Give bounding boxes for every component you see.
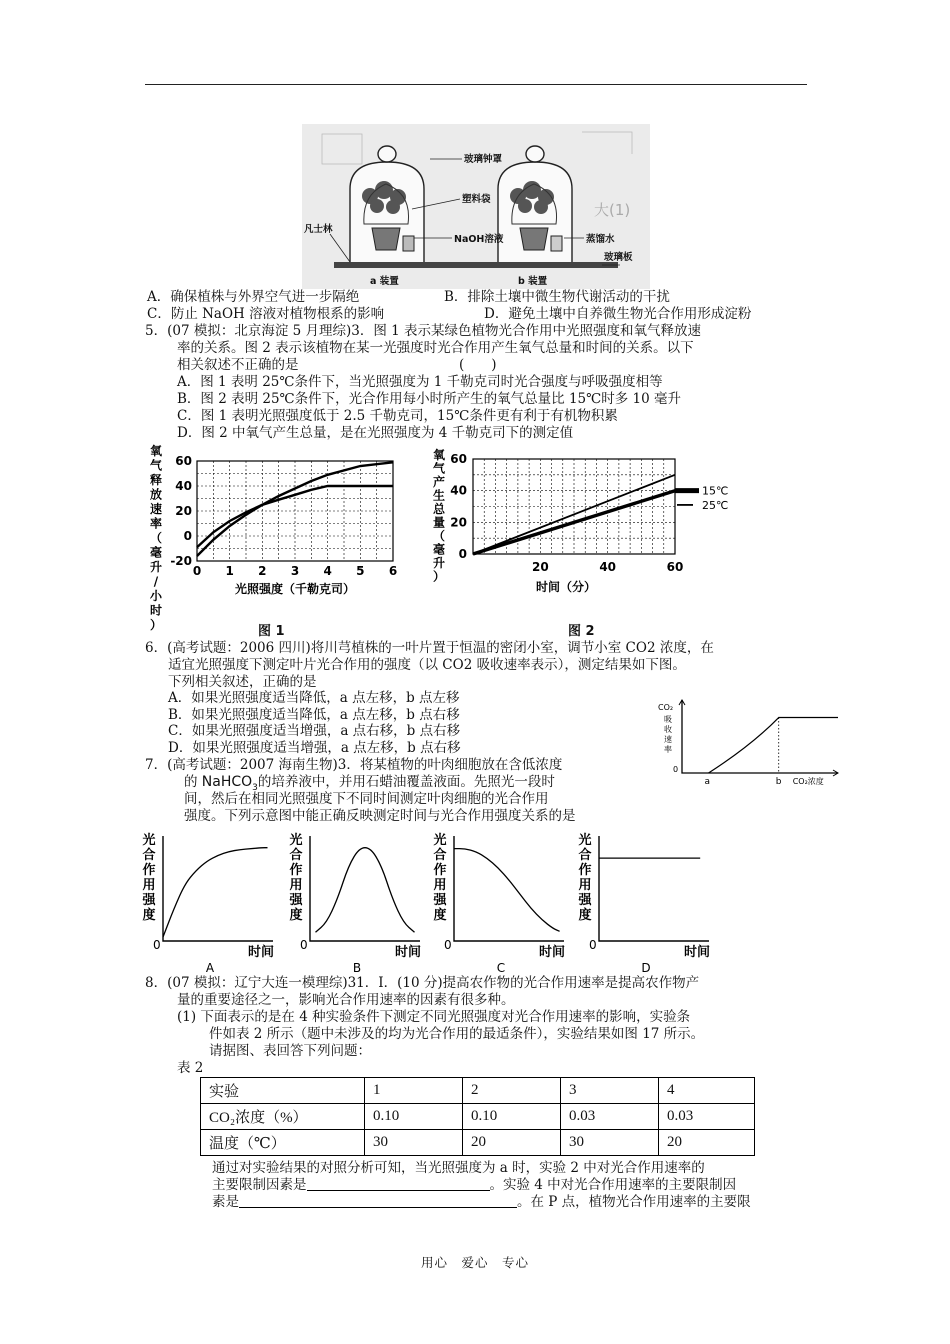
row-label: 温度（℃） <box>201 1130 365 1156</box>
q6-stem-line3: 下列相关叙述，正确的是 <box>168 674 317 690</box>
x-axis-label: 时间（分） <box>535 580 597 594</box>
label-device-a: a 装置 <box>370 276 399 287</box>
y-axis-label: 气 <box>432 461 446 476</box>
curve <box>316 848 415 933</box>
q6-option-a: A．如果光照强度适当降低，a 点左移，b 点左移 <box>168 690 460 706</box>
nahco3-sub: 3 <box>252 782 258 793</box>
table-cell: 1 <box>365 1078 463 1104</box>
curve <box>454 849 560 932</box>
q6-stem-line1: 6．(高考试题：2006 四川)将川芎植株的一叶片置于恒温的密闭小室，调节小室 CO2 浓度，在 <box>145 640 714 656</box>
nahco3-formula <box>201 774 258 793</box>
y-axis-label: 生 <box>432 488 446 503</box>
y-axis-label: 升 <box>149 560 163 574</box>
y-tick-label: 60 <box>450 452 467 466</box>
axes <box>599 836 709 941</box>
y-axis-label: 作 <box>433 863 447 878</box>
legend-label-15c: 15℃ <box>702 484 729 498</box>
y-tick-label: -20 <box>170 554 192 568</box>
y-axis-label: 合 <box>433 848 447 863</box>
q5-option-a: A．图 1 表明 25℃条件下，当光照强度为 1 千勒克司时光合强度与呼吸强度相等 <box>177 374 663 390</box>
table-cell: 0.03 <box>659 1104 755 1130</box>
row-label: 实验 <box>201 1078 365 1104</box>
q8-sub1-line1: (1) 下面表示的是在 4 种实验条件下测定不同光照强度对光合作用速率的影响，实验条 <box>177 1009 691 1025</box>
q8-sub1-line3: 请据图、表回答下列问题： <box>209 1043 371 1059</box>
table-cell: 20 <box>463 1130 561 1156</box>
q7-chart-d <box>576 828 724 976</box>
co2-chart <box>656 692 846 797</box>
table-row <box>201 1130 755 1156</box>
q7-stem-line4: 强度。下列示意图中能正确反映测定时间与光合作用强度关系的是 <box>184 808 576 824</box>
x-tick-label: 0 <box>192 564 202 578</box>
x-tick-a: a <box>704 777 711 787</box>
figure2-caption: 图 2 <box>568 624 595 639</box>
x-tick-label: 6 <box>388 564 398 578</box>
y-axis-label: 强 <box>433 893 447 908</box>
table-cell: 20 <box>659 1130 755 1156</box>
y-axis-label: 光 <box>142 833 156 848</box>
origin-label: 0 <box>589 938 597 952</box>
y-axis-label: CO₂ <box>658 703 674 712</box>
x-axis-label: 光照强度（千勒克司） <box>234 582 356 596</box>
x-tick-label: 60 <box>666 560 684 574</box>
y-axis-label: 氧 <box>432 448 446 462</box>
q6-option-d: D．如果光照强度适当增强，a 点左移，b 点右移 <box>168 740 461 756</box>
answer-blank-1[interactable] <box>307 1177 490 1191</box>
label-vaseline: 凡士林 <box>304 224 333 235</box>
table-cell: 2 <box>463 1078 561 1104</box>
y-axis-label: 率 <box>149 516 163 531</box>
y-axis-label: 光 <box>289 833 303 848</box>
co2-curve <box>709 718 838 773</box>
q8-after3b: 。在 P 点，植物光合作用速率的主要限 <box>517 1194 751 1210</box>
label-device-b: b 装置 <box>518 276 548 287</box>
apparatus-figure <box>302 124 650 289</box>
chart-letter: A <box>205 961 215 975</box>
q6-stem-line2: 适宜光照强度下测定叶片光合作用的强度（以 CO2 吸收速率表示），测定结果如下图。 <box>168 657 686 673</box>
origin-label: 0 <box>300 938 308 952</box>
chart-letter: D <box>641 961 651 975</box>
pot-a <box>372 228 400 250</box>
y-axis-label: 强 <box>289 893 303 908</box>
y-tick-label: 0 <box>458 547 467 561</box>
y-axis-label: 合 <box>578 848 592 863</box>
table-cell: 0.10 <box>463 1104 561 1130</box>
header-rule <box>145 84 807 85</box>
axes <box>682 700 838 773</box>
q4-option-c: C．防止 NaOH 溶液对植物根系的影响 <box>147 306 385 322</box>
y-axis-label: 作 <box>142 863 156 878</box>
label-plastic-bag: 塑料袋 <box>462 194 491 205</box>
label-bell-jar: 玻璃钟罩 <box>464 154 503 165</box>
x-axis-label: 时间 <box>538 945 566 960</box>
y-axis-label: 光 <box>578 833 592 848</box>
y-axis-label: 用 <box>289 878 303 893</box>
q7-stem-line1: 7．(高考试题：2007 海南生物)3．将某植物的叶肉细胞放在含低浓度 <box>145 757 563 773</box>
q5-answer-paren: ( ) <box>459 357 497 373</box>
y-axis-label: 毫 <box>432 542 446 557</box>
y-axis-label: 小 <box>149 589 163 603</box>
y-axis-label: （ <box>432 529 446 543</box>
beaker-naoh <box>403 236 414 251</box>
q5-option-b: B．图 2 表明 25℃条件下，光合作用每小时所产生的氧气总量比 15℃时多 10 毫升 <box>177 391 681 407</box>
q5-stem-line3: 相关叙述不正确的是 <box>177 357 299 373</box>
table-row <box>201 1078 755 1104</box>
y-axis-label: 合 <box>289 848 303 863</box>
answer-blank-2[interactable] <box>239 1194 517 1208</box>
y-tick-label: 0 <box>183 529 192 543</box>
glass-plate <box>334 262 618 268</box>
y-axis-label: 度 <box>142 908 156 923</box>
y-axis-label: 光 <box>433 833 447 848</box>
q7-stem-line3: 间，然后在相同光照强度下不同时间测定叶肉细胞的光合作用 <box>184 791 549 807</box>
q8-after2b: 。实验 4 中对光合作用速率的主要限制因 <box>489 1177 737 1193</box>
x-axis-label: CO₂浓度 <box>792 777 824 786</box>
table-cell: 3 <box>561 1078 659 1104</box>
origin-label: 0 <box>153 938 161 952</box>
axes <box>163 836 273 941</box>
label-naoh: NaOH溶液 <box>454 234 504 245</box>
origin-label: 0 <box>673 765 679 774</box>
q8-sub1-line2: 件如表 2 所示（题中未涉及的均为光合作用的最适条件），实验结果如图 17 所示。 <box>209 1026 705 1042</box>
q5-stem-line2: 率的关系。图 2 表示该植物在某一光强度时光合作用产生氧气总量和时间的关系。以下 <box>177 340 694 356</box>
y-axis-label: 度 <box>289 908 303 923</box>
y-axis-label: 产 <box>432 475 446 489</box>
y-axis-label: 度 <box>433 908 447 923</box>
x-tick-label: 2 <box>258 564 267 578</box>
origin-label: 0 <box>444 938 452 952</box>
label-glass-plate: 玻璃板 <box>604 252 633 263</box>
x-tick-label: 40 <box>599 560 617 574</box>
pot-b <box>520 228 548 250</box>
y-axis-label: 放 <box>149 487 163 502</box>
x-axis-label: 时间 <box>394 945 422 960</box>
y-axis-label: ） <box>432 569 446 584</box>
y-axis-label: 度 <box>578 908 592 923</box>
q4-option-a: A．确保植株与外界空气进一步隔绝 <box>147 289 360 305</box>
q7-chart-a <box>140 828 288 976</box>
y-axis-label: 毫 <box>149 545 163 560</box>
x-tick-b: b <box>775 777 782 787</box>
y-axis-label: 强 <box>578 893 592 908</box>
q6-option-b: B．如果光照强度适当降低，a 点左移，b 点右移 <box>168 707 460 723</box>
y-axis-label: 升 <box>432 556 446 570</box>
y-axis-label: 量 <box>432 515 446 530</box>
row-label: CO₂浓度（%） <box>201 1104 365 1130</box>
q8-after3a: 素是 <box>212 1194 239 1210</box>
axes <box>454 836 564 941</box>
bg-text: 大(1) <box>594 201 631 219</box>
chart-letter: C <box>496 961 506 975</box>
q4-option-b: B．排除土壤中微生物代谢活动的干扰 <box>444 289 670 305</box>
table-cell: 0.10 <box>365 1104 463 1130</box>
q5-stem-line1: 5．(07 模拟：北京海淀 5 月理综)3．图 1 表示某绿色植物光合作用中光照强度和氧气释放速 <box>145 323 702 339</box>
table-cell: 4 <box>659 1078 755 1104</box>
series-line-2 <box>473 475 675 554</box>
x-tick-label: 20 <box>531 560 549 574</box>
q5-option-d: D．图 2 中氧气产生总量，是在光照强度为 4 千勒克司下的测定值 <box>177 425 574 441</box>
chart-letter: B <box>352 961 362 975</box>
table-cell: 0.03 <box>561 1104 659 1130</box>
y-tick-label: 40 <box>450 483 467 498</box>
x-axis-label: 时间 <box>247 945 275 960</box>
x-tick-label: 3 <box>290 564 300 578</box>
q4-option-d: D．避免土壤中自养微生物光合作用形成淀粉 <box>484 306 752 322</box>
legend-label-25c: 25℃ <box>702 498 729 512</box>
q8-stem-line2: 量的重要途径之一，影响光合作用速率的因素有很多种。 <box>177 992 515 1008</box>
table2-label: 表 2 <box>177 1060 204 1076</box>
y-axis-label: 用 <box>578 878 592 893</box>
y-tick-label: 20 <box>450 515 467 530</box>
q7-chart-b <box>287 828 435 976</box>
y-axis-label: 气 <box>149 458 163 473</box>
y-axis-label: 吸 <box>664 715 672 724</box>
q8-after-line3 <box>212 1194 751 1211</box>
y-axis-label: 氧 <box>149 444 163 458</box>
y-axis-label: 作 <box>289 863 303 878</box>
y-axis-label: 率 <box>664 745 672 754</box>
table-cell: 30 <box>561 1130 659 1156</box>
y-axis-label: 用 <box>142 878 156 893</box>
table2 <box>200 1077 755 1156</box>
figure1-caption: 图 1 <box>258 624 285 639</box>
q8-after-line2 <box>212 1177 736 1194</box>
x-tick-label: 1 <box>225 564 234 578</box>
page-footer: 用心 爱心 专心 <box>420 1255 529 1270</box>
q6-option-c: C．如果光照强度适当增强，a 点右移，b 点右移 <box>168 723 461 739</box>
axes <box>310 836 420 941</box>
nahco3-main: NaHCO <box>201 774 253 790</box>
x-tick-label: 5 <box>356 564 365 578</box>
y-axis-label: （ <box>149 531 163 545</box>
y-tick-label: 60 <box>175 454 192 468</box>
beaker-water <box>551 236 562 251</box>
x-axis-label: 时间 <box>683 945 711 960</box>
table-row <box>201 1104 755 1130</box>
y-axis-label: / <box>153 574 159 589</box>
y-axis-label: 速 <box>149 502 163 516</box>
figure2-chart <box>425 445 729 605</box>
y-axis-label: ） <box>149 618 163 632</box>
q8-stem-line1: 8．(07 模拟：辽宁大连一模理综)31．Ⅰ．(10 分)提高农作物的光合作用速率是提高农作物产 <box>145 975 700 991</box>
label-water: 蒸馏水 <box>586 234 615 245</box>
y-tick-label: 40 <box>175 479 192 493</box>
y-axis-label: 强 <box>142 893 156 908</box>
y-axis-label: 时 <box>149 603 163 618</box>
y-axis-label: 速 <box>664 735 672 744</box>
y-tick-label: 20 <box>175 504 192 518</box>
q7-line2-post: 的培养液中，并用石蜡油覆盖液面。先照光一段时 <box>257 774 555 790</box>
figure1-chart <box>140 445 420 640</box>
y-axis-label: 收 <box>664 725 672 734</box>
x-tick-label: 4 <box>323 564 332 578</box>
q7-chart-c <box>431 828 579 976</box>
y-axis-label: 作 <box>578 863 592 878</box>
table-cell: 30 <box>365 1130 463 1156</box>
q7-line2-pre: 的 <box>184 774 202 790</box>
y-axis-label: 用 <box>433 878 447 893</box>
q8-after-line1: 通过对实验结果的对照分析可知，当光照强度为 a 时，实验 2 中对光合作用速率的 <box>212 1160 705 1176</box>
q5-option-c: C．图 1 表明光照强度低于 2.5 千勒克司，15℃条件更有利于有机物积累 <box>177 408 618 424</box>
y-axis-label: 总 <box>432 502 446 516</box>
y-axis-label: 释 <box>149 473 163 487</box>
y-axis-label: 合 <box>142 848 156 863</box>
q8-after2a: 主要限制因素是 <box>212 1177 307 1193</box>
curve <box>163 848 268 937</box>
